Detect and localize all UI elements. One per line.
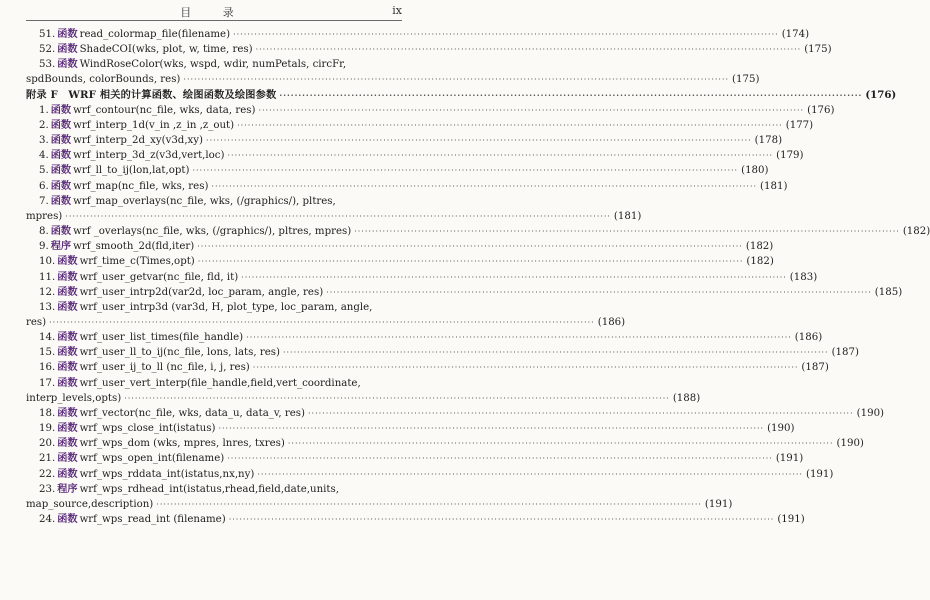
entry-page: (181): [613, 210, 642, 222]
toc-entry: [26, 27, 810, 42]
leader-dots: [354, 224, 900, 239]
entry-kind: 函数: [57, 270, 78, 283]
entry-page: (183): [789, 271, 818, 283]
toc-entry: [26, 254, 774, 269]
entry-number: 19.: [39, 423, 56, 435]
entry-number: 3.: [39, 135, 49, 147]
entry-title: wrf_time_c(Times,opt): [79, 256, 195, 268]
entry-text: [26, 72, 180, 87]
entry-page: (190): [836, 438, 864, 450]
leader-dots: [183, 72, 729, 87]
toc-line: [26, 194, 402, 209]
entry-text: [39, 300, 372, 315]
entry-kind: 函数: [57, 437, 78, 450]
entry-text: [26, 391, 121, 406]
toc-line: [26, 421, 795, 436]
header-title: 目 录: [180, 6, 248, 19]
toc-line: [26, 224, 930, 239]
entry-kind: 函数: [57, 406, 78, 419]
leader-dots: [229, 512, 775, 527]
entry-text: [39, 163, 189, 178]
leader-dots: [253, 360, 799, 375]
entry-text: [39, 118, 234, 133]
entry-number: 16.: [39, 362, 56, 374]
entry-title: wrf_wps_close_int(istatus): [79, 423, 216, 435]
toc-entry: [26, 330, 823, 345]
entry-text: [39, 285, 323, 300]
entry-text: [26, 315, 46, 330]
entry-number: 21.: [39, 453, 56, 465]
entry-title: wrf_contour(nc_file, wks, data, res): [73, 104, 256, 116]
entry-number: 2.: [39, 119, 49, 131]
toc-entry: [26, 345, 859, 360]
entry-number: 8.: [39, 226, 49, 238]
entry-text: [39, 254, 195, 269]
entry-kind: 函数: [57, 346, 78, 359]
entry-text: [39, 270, 238, 285]
entry-kind: 函数: [57, 58, 78, 71]
toc-entry: [26, 467, 834, 482]
entry-text: [39, 179, 208, 194]
page-header: [26, 0, 402, 21]
entry-text: [39, 467, 254, 482]
toc-line: [26, 436, 864, 451]
table-of-contents: [26, 27, 930, 527]
leader-dots: [218, 421, 764, 436]
leader-dots: [65, 209, 611, 224]
leader-dots: [124, 391, 670, 406]
toc-entry: [26, 421, 795, 436]
entry-title: ShadeCOI(wks, plot, w, time, res): [79, 44, 253, 56]
entry-page: (182): [745, 241, 774, 253]
entry-text: [39, 330, 243, 345]
toc-entry: [26, 300, 626, 330]
toc-line: [26, 133, 783, 148]
toc-line: [26, 285, 903, 300]
entry-page: (185): [874, 286, 903, 298]
entry-number: 18.: [39, 407, 56, 419]
entry-text: [39, 239, 194, 254]
toc-entry: [26, 57, 760, 87]
entry-page: (182): [746, 256, 774, 268]
toc-entry: [26, 285, 903, 300]
entry-kind: 函数: [50, 149, 72, 162]
toc-line: [26, 391, 701, 406]
entry-page: (186): [794, 332, 823, 344]
entry-text: [39, 148, 224, 163]
entry-page: (175): [732, 74, 760, 86]
entry-text: [26, 88, 276, 103]
entry-kind: 函数: [57, 43, 78, 56]
leader-dots: [258, 103, 804, 118]
toc-line: [26, 118, 814, 133]
leader-dots: [237, 118, 783, 133]
leader-dots: [156, 497, 702, 512]
entry-number: 52.: [39, 44, 56, 56]
toc-line: [26, 482, 402, 497]
entry-number: 14.: [39, 332, 56, 344]
toc-line: [26, 209, 642, 224]
entry-page: (182): [902, 226, 930, 238]
leader-dots: [257, 467, 803, 482]
toc-entry: [26, 224, 930, 239]
entry-kind: 函数: [50, 194, 72, 207]
entry-page: (191): [805, 468, 834, 480]
entry-kind: 函数: [50, 118, 72, 131]
entry-page: (190): [856, 407, 885, 419]
entry-kind: 函数: [57, 452, 78, 465]
toc-line: [26, 467, 834, 482]
entry-page: (186): [597, 316, 626, 328]
leader-dots: [256, 42, 802, 57]
leader-dots: [227, 451, 773, 466]
leader-dots: [326, 285, 872, 300]
toc-entry: [26, 376, 701, 406]
toc-entry: [26, 118, 814, 133]
toc-line: [26, 163, 769, 178]
toc-entry: [26, 406, 885, 421]
entry-title: wrf_wps_dom (wks, mpres, lnres, txres): [79, 438, 285, 450]
entry-kind: 函数: [57, 285, 78, 298]
entry-number: 17.: [39, 377, 56, 389]
entry-title: interp_levels,opts): [26, 392, 122, 404]
entry-text: [39, 194, 336, 209]
entry-title: WindRoseColor(wks, wspd, wdir, numPetals, circFr,: [79, 59, 347, 71]
entry-page: (174): [781, 29, 810, 40]
entry-title: mpres): [26, 210, 63, 222]
leader-dots: [211, 179, 757, 194]
entry-number: 7.: [39, 195, 49, 207]
entry-title: wrf_wps_open_int(filename): [79, 453, 225, 465]
toc-entry: [26, 451, 804, 466]
entry-title: res): [26, 316, 47, 328]
entry-text: [39, 27, 230, 42]
entry-page: (181): [760, 180, 788, 192]
entry-page: (190): [767, 423, 795, 435]
entry-number: 9.: [39, 241, 49, 253]
leader-dots: [279, 88, 862, 103]
entry-text: [39, 345, 280, 360]
entry-number: 5.: [39, 165, 49, 177]
toc-line: [26, 270, 818, 285]
entry-kind: 函数: [50, 179, 72, 192]
entry-text: [39, 103, 255, 118]
entry-kind: 函数: [57, 300, 78, 313]
toc-line: [26, 300, 402, 315]
entry-kind: 函数: [57, 255, 78, 268]
toc-entry: [26, 133, 783, 148]
leader-dots: [198, 254, 744, 269]
toc-line: [26, 254, 774, 269]
entry-page: (180): [741, 165, 769, 177]
toc-line: [26, 512, 805, 527]
entry-title: spdBounds, colorBounds, res): [26, 74, 181, 86]
entry-text: [39, 482, 339, 497]
entry-number: 12.: [39, 286, 56, 298]
entry-number: 23.: [39, 483, 56, 495]
toc-entry: [26, 360, 829, 375]
entry-kind: 函数: [57, 331, 78, 344]
entry-page: (178): [754, 135, 783, 147]
toc-line: [26, 451, 804, 466]
entry-kind: 函数: [57, 28, 78, 40]
entry-number: 15.: [39, 347, 56, 359]
entry-text: [39, 451, 224, 466]
entry-page: (176): [865, 88, 897, 101]
entry-page: (179): [776, 150, 804, 162]
leader-dots: [49, 315, 595, 330]
entry-number: 51.: [39, 29, 56, 40]
entry-kind: 函数: [57, 361, 78, 374]
toc-line: [26, 42, 832, 57]
toc-line: [26, 497, 733, 512]
entry-page: (191): [704, 498, 733, 510]
toc-line: [26, 148, 804, 163]
entry-page: (187): [801, 362, 829, 374]
entry-text: [39, 224, 351, 239]
toc-entry: [26, 512, 805, 527]
entry-text: [39, 133, 203, 148]
toc-line: [26, 330, 823, 345]
leader-dots: [288, 436, 834, 451]
entry-kind: 程序: [50, 240, 72, 253]
entry-text: [39, 57, 346, 72]
entry-text: [26, 209, 62, 224]
entry-title: wrf_wps_rddata_int(istatus,nx,ny): [79, 468, 255, 480]
toc-line: [26, 103, 835, 118]
entry-text: [39, 436, 285, 451]
entry-page: (187): [831, 347, 859, 359]
appendix-heading: [26, 88, 897, 103]
header-page-number: ix: [392, 4, 402, 17]
leader-dots: [308, 406, 854, 421]
entry-page: (176): [807, 104, 835, 116]
toc-line: [26, 315, 626, 330]
toc-line: [26, 345, 859, 360]
entry-title: wrf_user_getvar(nc_file, fld, it): [79, 271, 239, 283]
toc-line: [26, 27, 810, 42]
entry-title: wrf_user_vert_interp(file_handle,field,vert_coordinate,: [79, 377, 361, 389]
toc-line: [26, 179, 788, 194]
leader-dots: [283, 345, 829, 360]
entry-title: wrf_vector(nc_file, wks, data_u, data_v, res): [79, 407, 305, 419]
entry-title: wrf_interp_1d(v_in ,z_in ,z_out): [73, 119, 235, 131]
entry-kind: 程序: [57, 482, 78, 495]
entry-text: [26, 497, 153, 512]
entry-title: wrf_interp_3d_z(v3d,vert,loc): [73, 150, 225, 162]
entry-kind: 函数: [57, 376, 78, 389]
entry-title: wrf _overlays(nc_file, wks, (/graphics/), pltres, mpres): [73, 226, 352, 238]
entry-number: 22.: [39, 468, 56, 480]
leader-dots: [197, 239, 743, 254]
entry-title: wrf_ll_to_ij(lon,lat,opt): [73, 165, 190, 177]
entry-kind: 函数: [57, 467, 78, 480]
toc-entry: [26, 436, 864, 451]
entry-number: 6.: [39, 180, 49, 192]
entry-page: (175): [804, 44, 832, 56]
entry-number: 11.: [39, 271, 56, 283]
toc-line: [26, 360, 829, 375]
entry-kind: 函数: [50, 134, 72, 147]
entry-title: wrf_map(nc_file, wks, res): [73, 180, 209, 192]
entry-title: wrf_wps_read_int (filename): [79, 514, 226, 525]
entry-title: map_source,description): [26, 498, 154, 510]
entry-title: wrf_user_ij_to_ll (nc_file, i, j, res): [79, 362, 250, 374]
toc-line: [26, 88, 897, 103]
entry-title: wrf_user_intrp3d (var3d, H, plot_type, loc_param, angle,: [79, 301, 373, 313]
leader-dots: [227, 148, 773, 163]
toc-entry: [26, 148, 804, 163]
entry-title: wrf_user_intrp2d(var2d, loc_param, angle, res): [79, 286, 324, 298]
toc-line: [26, 406, 885, 421]
entry-title: read_colormap_file(filename): [79, 29, 231, 40]
toc-entry: [26, 42, 832, 57]
entry-title: wrf_map_overlays(nc_file, wks, (/graphics/), pltres,: [73, 195, 336, 207]
entry-text: [39, 42, 253, 57]
entry-number: 24.: [39, 514, 56, 525]
leader-dots: [192, 163, 738, 178]
entry-kind: 函数: [50, 103, 72, 116]
toc-entry: [26, 239, 774, 254]
toc-entry: [26, 482, 733, 512]
entry-text: [39, 406, 305, 421]
entry-page: (191): [775, 453, 804, 465]
leader-dots: [241, 270, 787, 285]
entry-number: 4.: [39, 150, 49, 162]
entry-text: [39, 376, 361, 391]
toc-entry: [26, 179, 788, 194]
entry-title: 附录 F WRF 相关的计算函数、绘图函数及绘图参数: [26, 88, 277, 101]
entry-title: wrf_wps_rdhead_int(istatus,rhead,field,date,units,: [79, 483, 339, 495]
leader-dots: [233, 27, 779, 42]
entry-kind: 函数: [57, 513, 78, 525]
entry-page: (188): [672, 392, 701, 404]
entry-number: 13.: [39, 301, 56, 313]
entry-title: wrf_user_list_times(file_handle): [79, 332, 244, 344]
toc-line: [26, 72, 760, 87]
entry-kind: 函数: [50, 225, 72, 238]
entry-title: wrf_interp_2d_xy(v3d,xy): [73, 135, 204, 147]
toc-entry: [26, 163, 769, 178]
toc-entry: [26, 270, 818, 285]
entry-kind: 函数: [57, 422, 78, 435]
toc-entry: [26, 194, 642, 224]
entry-text: [39, 512, 226, 527]
entry-number: 10.: [39, 256, 56, 268]
entry-kind: 函数: [50, 164, 72, 177]
entry-page: (191): [777, 514, 805, 525]
entry-title: wrf_smooth_2d(fld,iter): [73, 241, 195, 253]
toc-line: [26, 376, 402, 391]
entry-number: 1.: [39, 104, 49, 116]
toc-line: [26, 239, 774, 254]
entry-page: (177): [785, 119, 814, 131]
entry-text: [39, 421, 215, 436]
entry-title: wrf_user_ll_to_ij(nc_file, lons, lats, res): [79, 347, 280, 359]
toc-entry: [26, 103, 835, 118]
entry-text: [39, 360, 250, 375]
entry-number: 20.: [39, 438, 56, 450]
leader-dots: [206, 133, 752, 148]
entry-number: 53.: [39, 59, 56, 71]
toc-line: [26, 57, 402, 72]
leader-dots: [246, 330, 792, 345]
